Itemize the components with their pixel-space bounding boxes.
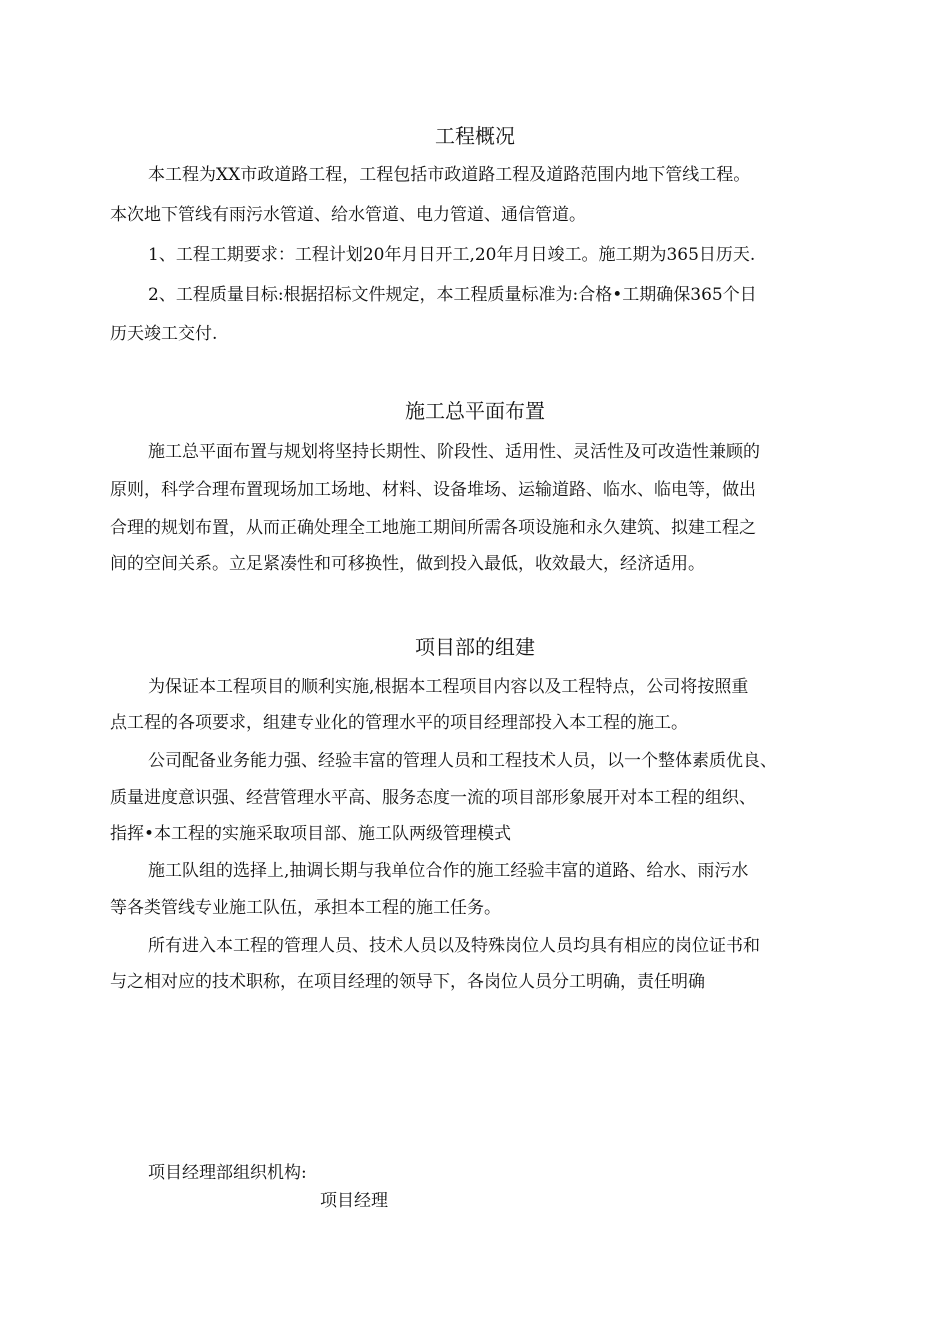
section-title-overview: 工程概况 xyxy=(435,124,515,148)
paragraph-line: 原则，科学合理布置现场加工场地、材料、设备堆场、运输道路、临水、临电等，做出 xyxy=(110,480,756,500)
paragraph-line: 1、工程工期要求：工程计划20年月日开工,20年月日竣工。施工期为365日历天. xyxy=(148,245,756,265)
paragraph-line: 间的空间关系。立足紧凑性和可移换性，做到投入最低，收效最大，经济适用。 xyxy=(110,554,705,574)
paragraph-line: 历天竣工交付. xyxy=(110,324,218,344)
paragraph-line: 与之相对应的技术职称，在项目经理的领导下，各岗位人员分工明确，责任明确 xyxy=(110,972,705,992)
org-structure-label: 项目经理部组织机构: xyxy=(148,1163,307,1183)
org-node-project-manager: 项目经理 xyxy=(320,1191,388,1211)
paragraph-line: 本次地下管线有雨污水管道、给水管道、电力管道、通信管道。 xyxy=(110,205,586,225)
paragraph-line: 点工程的各项要求，组建专业化的管理水平的项目经理部投入本工程的施工。 xyxy=(110,713,688,733)
paragraph-line: 为保证本工程项目的顺利实施,根据本工程项目内容以及工程特点，公司将按照重 xyxy=(148,677,749,697)
paragraph-line: 施工总平面布置与规划将坚持长期性、阶段性、适用性、灵活性及可改造性兼顾的 xyxy=(148,442,760,462)
paragraph-line: 施工队组的选择上,抽调长期与我单位合作的施工经验丰富的道路、给水、雨污水 xyxy=(148,861,749,881)
paragraph-line: 2、工程质量目标:根据招标文件规定，本工程质量标准为:合格•工期确保365个日 xyxy=(148,285,757,305)
section-title-layout: 施工总平面布置 xyxy=(405,399,545,423)
paragraph-line: 公司配备业务能力强、经验丰富的管理人员和工程技术人员，以一个整体素质优良、 xyxy=(148,751,777,771)
paragraph-line: 等各类管线专业施工队伍，承担本工程的施工任务。 xyxy=(110,898,501,918)
paragraph-line: 质量进度意识强、经营管理水平高、服务态度一流的项目部形象展开对本工程的组织、 xyxy=(110,788,756,808)
paragraph-line: 指挥•本工程的实施采取项目部、施工队两级管理模式 xyxy=(110,824,512,844)
paragraph-line: 所有进入本工程的管理人员、技术人员以及特殊岗位人员均具有相应的岗位证书和 xyxy=(148,936,760,956)
paragraph-line: 本工程为XX市政道路工程，工程包括市政道路工程及道路范围内地下管线工程。 xyxy=(148,165,751,185)
paragraph-line: 合理的规划布置，从而正确处理全工地施工期间所需各项设施和永久建筑、拟建工程之 xyxy=(110,518,756,538)
section-title-project-dept: 项目部的组建 xyxy=(415,635,535,659)
